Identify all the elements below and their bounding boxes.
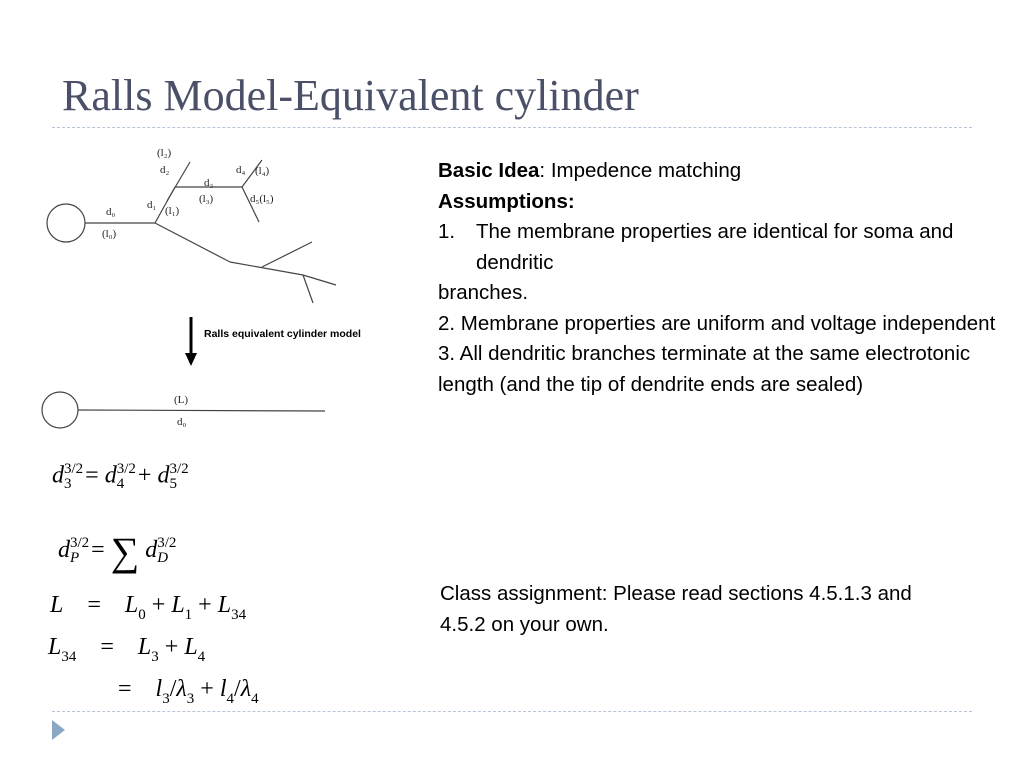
assumption-2: 2. Membrane properties are uniform and voltage independent	[438, 311, 996, 335]
label-l4: (l₄)	[255, 165, 270, 177]
label-d0: d₀	[106, 206, 116, 218]
assumption-1-number: 1.	[438, 220, 456, 243]
equation-l34: $L_{34}$ = $L_3 + L_4$	[48, 634, 206, 665]
assumption-3: 3. All dendritic branches terminate at the same electrotonic length (and the tip of dendrite ends are sealed)	[438, 342, 971, 396]
label-d0-equivalent: d₀	[177, 416, 187, 428]
label-l3: (l₃)	[199, 193, 214, 205]
next-slide-icon[interactable]	[52, 720, 65, 740]
label-d5l5: d₅(l₅)	[250, 193, 274, 205]
assumptions-block	[438, 156, 998, 400]
down-arrow-head	[185, 353, 197, 366]
bottom-divider	[52, 711, 972, 712]
soma-circle-equivalent	[42, 392, 78, 428]
basic-idea-line	[438, 156, 998, 187]
arrow-caption: Ralls equivalent cylinder model	[204, 328, 361, 340]
equation-parent-daughter: d 3/2 P = ∑ d 3/2 D	[58, 529, 177, 574]
assumption-1-text: The membrane properties are identical for soma and dendritic	[476, 220, 954, 274]
class-assignment: Class assignment: Please read sections 4.5.1.3 and 4.5.2 on your own.	[440, 582, 912, 636]
label-l1: (l₁)	[165, 205, 180, 217]
label-d3: d₃	[204, 177, 214, 189]
label-l2: (l₂)	[157, 147, 172, 159]
soma-circle	[47, 204, 85, 242]
equation-electrotonic: = $l_3/\lambda_3 + l_4/\lambda_4$	[118, 676, 259, 707]
equation-branch-diameter: d 3/2 3 = d 3/2 4 + d 3/2 5	[52, 461, 189, 492]
assumption-1	[438, 217, 998, 278]
equation-total-length: L = $L_0 + L_1 + L_{34}$	[50, 592, 247, 623]
label-d2: d₂	[160, 164, 170, 176]
assumption-1-continuation: branches.	[438, 281, 529, 304]
assumptions-heading: Assumptions:	[438, 189, 575, 213]
label-d1: d₁	[147, 199, 157, 211]
basic-idea-value: : Impedence matching	[539, 159, 742, 182]
label-d4: d₄	[236, 164, 246, 176]
slide-title: Ralls Model-Equivalent cylinder	[62, 71, 639, 120]
label-L: (L)	[174, 394, 189, 406]
basic-idea-label: Basic Idea	[438, 159, 540, 182]
label-l0: (l₀)	[102, 228, 117, 240]
